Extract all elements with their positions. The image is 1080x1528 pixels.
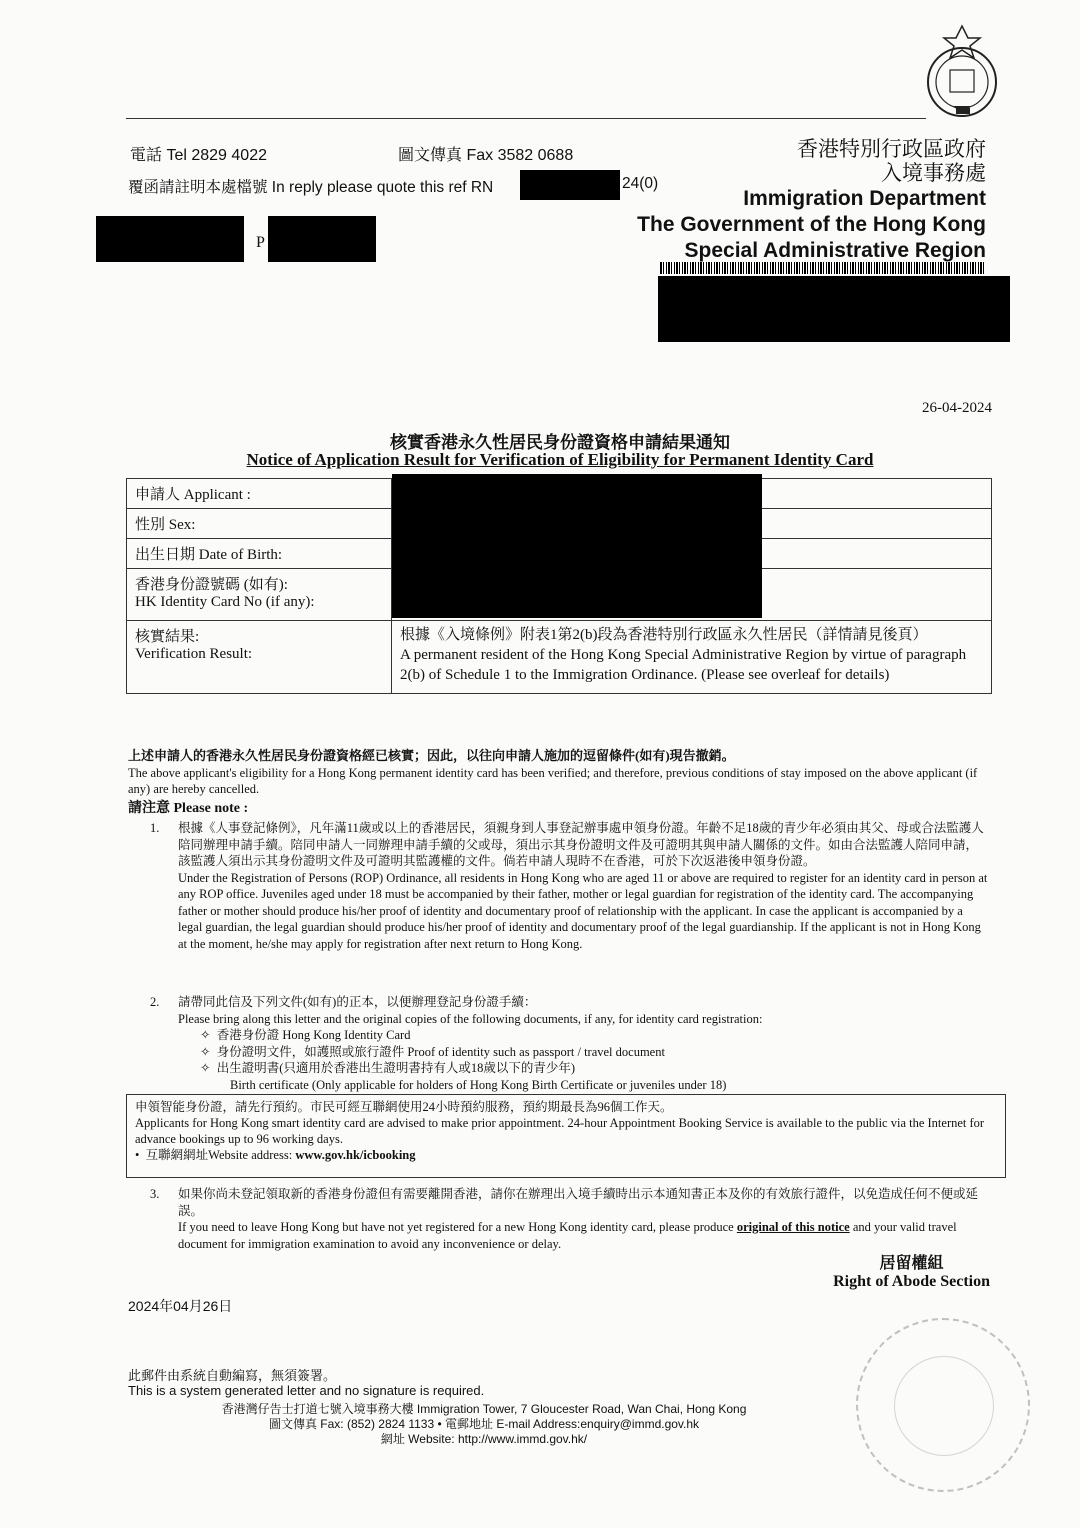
result-label-en: Verification Result:	[135, 646, 253, 662]
government-crest-logo	[922, 22, 1002, 122]
note-2	[150, 994, 990, 1093]
notice-title-en: Notice of Application Result for Verification of Eligibility for Permanent Identity Card	[246, 450, 874, 469]
note-3-en-emphasis: original of this notice	[736, 1220, 850, 1234]
bullet-2-text: 身份證明文件，如護照或旅行證件 Proof of identity such as passport / travel document	[216, 1044, 665, 1059]
note-2-en: Please bring along this letter and the original copies of the following documents, if any, for identity card registration:	[178, 1011, 763, 1026]
footer-fax-email: 圖文傳真 Fax: (852) 2824 1133 • 電郵地址 E-mail Address:enquiry@immd.gov.hk	[268, 1417, 700, 1431]
dept-en-line2: The Government of the Hong Kong	[637, 213, 986, 236]
sex-label: 性別 Sex:	[127, 509, 392, 539]
verified-zh: 上述申請人的香港永久性居民身份證資格經已核實；因此，以往向申請人施加的逗留條件(如有)現告撤銷。	[128, 748, 735, 763]
letter-date: 26-04-2024	[922, 400, 992, 416]
website-label: 互聯網網址Website address:	[145, 1148, 293, 1162]
redaction-applicant-details	[392, 474, 762, 618]
bullet-3-text-en: Birth certificate (Only applicable for holders of Hong Kong Birth Certificate or juveniles under 18)	[230, 1077, 727, 1092]
diamond-bullet-icon: ✧	[200, 1028, 211, 1042]
fax-label: 圖文傳真 Fax	[398, 147, 494, 164]
barcode	[660, 262, 985, 274]
result-label-zh: 核實結果:	[135, 629, 200, 645]
result-label	[127, 621, 392, 694]
section-zh: 居留權組	[879, 1255, 944, 1272]
applicant-label: 申請人 Applicant :	[127, 479, 392, 509]
department-block	[637, 138, 986, 264]
note-2-bullet-1	[200, 1027, 990, 1044]
verified-statement	[128, 748, 990, 798]
diamond-bullet-icon: ✧	[200, 1061, 211, 1075]
result-value-en: A permanent resident of the Hong Kong Special Administrative Region by virtue of paragraph 2(b) of Schedule 1 to the Immigration Ordinance. (Please see overleaf for details)	[400, 647, 967, 683]
diamond-bullet-icon: ✧	[200, 1044, 211, 1059]
tel-value: 2829 4022	[191, 147, 267, 164]
fax-value: 3582 0688	[497, 147, 574, 164]
footer-contact	[0, 1402, 968, 1447]
redaction-addressee-1	[96, 216, 244, 262]
dept-zh-line2: 入境事務處	[881, 162, 986, 185]
fax-line	[398, 142, 573, 165]
note-1-en: Under the Registration of Persons (ROP) Ordinance, all residents in Hong Kong who are aged 11 or above are required to register for an identity card in person at any ROP office. Juveniles aged under 18 must be accompanied by their father, mother or legal guardian for registration of the identity card. The accompanying father or mother should produce his/her proof of identity and documentary proof of relationship with the applicant. In case the applicant is accompanied by a legal guardian, the legal guardian should produce his/her proof of identity and documentary proof of the legal guardianship. If the applicant is not in Hong Kong at the moment, he/she may apply for registration after next return to Hong Kong.	[178, 870, 988, 951]
note-2-zh: 請帶同此信及下列文件(如有)的正本，以便辦理登記身份證手續：	[178, 995, 537, 1009]
note-1-number: 1.	[150, 821, 160, 835]
redaction-addressee-2	[268, 216, 376, 262]
ref-suffix: 24(0)	[622, 175, 659, 192]
dob-label: 出生日期 Date of Birth:	[127, 539, 392, 569]
redaction-ref	[520, 170, 620, 200]
dept-en-line3: Special Administrative Region	[684, 239, 986, 262]
tel-label: 電話 Tel	[130, 147, 187, 164]
dept-en-line1: Immigration Department	[743, 187, 986, 210]
booking-info-box	[126, 1094, 1006, 1178]
booking-website-line	[135, 1147, 997, 1163]
note-3-number: 3.	[150, 1187, 160, 1201]
ref-label: 覆函請註明本處檔號 In reply please quote this ref	[128, 179, 467, 196]
footer-notice	[128, 1368, 484, 1398]
hkid-label	[127, 569, 392, 621]
addressee-fragment: P	[256, 234, 265, 251]
note-2-bullet-2	[200, 1044, 990, 1061]
result-value	[392, 621, 992, 694]
ref-prefix: RN	[470, 179, 494, 196]
booking-website-link[interactable]: www.gov.hk/icbooking	[295, 1148, 416, 1162]
header-rule	[126, 118, 926, 119]
note-2-number: 2.	[150, 995, 160, 1009]
issue-date: 2024年04月26日	[128, 1298, 233, 1314]
ref-line	[128, 175, 493, 197]
note-3-zh: 如果你尚未登記領取新的香港身份證但有需要離開香港，請你在辦理出入境手續時出示本通知書正本及你的有效旅行證件，以免造成任何不便或延誤。	[178, 1187, 979, 1218]
hkid-label-en: HK Identity Card No (if any):	[135, 594, 315, 610]
booking-en: Applicants for Hong Kong smart identity card are advised to make prior appointment. 24-hour Appointment Booking Service is available to the public via the Internet for advance bookings up to 96 working days.	[135, 1116, 985, 1146]
redaction-recipient	[658, 276, 1010, 342]
note-3-en-a: If you need to leave Hong Kong but have not yet registered for a new Hong Kong identity card, please produce	[178, 1220, 734, 1234]
hkid-label-zh: 香港身份證號碼 (如有):	[135, 577, 288, 593]
note-3-en-c: and your valid travel document for immigration examination to avoid any inconvenience or delay.	[178, 1220, 957, 1251]
note-3-en	[178, 1219, 990, 1252]
bullet-3-text-zh: 出生證明書(只適用於香港出生證明書持有人或18歲以下的青少年)	[216, 1061, 576, 1075]
booking-zh: 申領智能身份證，請先行預約。市民可經互聯網使用24小時預約服務，預約期最長為96個工作天。	[135, 1100, 673, 1114]
note-2-bullet-3	[200, 1060, 990, 1077]
footer-line2: This is a system generated letter and no signature is required.	[128, 1383, 485, 1398]
footer-website: 網址 Website: http://www.immd.gov.hk/	[380, 1432, 588, 1446]
note-3	[150, 1186, 990, 1252]
result-value-zh: 根據《入境條例》附表1第2(b)段為香港特別行政區永久性居民（詳情請見後頁）	[400, 627, 928, 643]
footer-address: 香港灣仔告士打道七號入境事務大樓 Immigration Tower, 7 Gloucester Road, Wan Chai, Hong Kong	[221, 1402, 747, 1416]
note-heading: 請注意 Please note :	[128, 801, 249, 816]
note-1-zh: 根據《人事登記條例》，凡年滿11歲或以上的香港居民，須親身到人事登記辦事處申領身份證。年齡不足18歲的青少年必須由其父、母或合法監護人陪同辦理申請手續。陪同申請人一同辦理申請手續的父或母，須出示其身份證明文件及可證明其與申請人關係的文件。如由合法監護人陪同申請，該監護人須出示其身份證明文件及可證明其監護權的文件。倘若申請人現時不在香港，可於下次返港後申領身份證。	[178, 821, 984, 868]
verified-en: The above applicant's eligibility for a Hong Kong permanent identity card has been verified; and therefore, previous conditions of stay imposed on the above applicant (if any) are hereby cancelled.	[128, 765, 978, 796]
note-1	[150, 820, 990, 952]
bullet-icon: •	[135, 1148, 140, 1162]
section-en: Right of Abode Section	[833, 1273, 990, 1290]
notice-title-zh: 核實香港永久性居民身份證資格申請結果通知	[390, 433, 730, 452]
tel-line	[130, 142, 267, 165]
footer-line1: 此郵件由系統自動編寫，無須簽署。	[128, 1368, 337, 1383]
bullet-1-text: 香港身份證 Hong Kong Identity Card	[216, 1028, 411, 1042]
row-result	[127, 621, 992, 694]
section-signature	[833, 1250, 990, 1291]
dept-zh-line1: 香港特別行政區政府	[797, 138, 986, 161]
